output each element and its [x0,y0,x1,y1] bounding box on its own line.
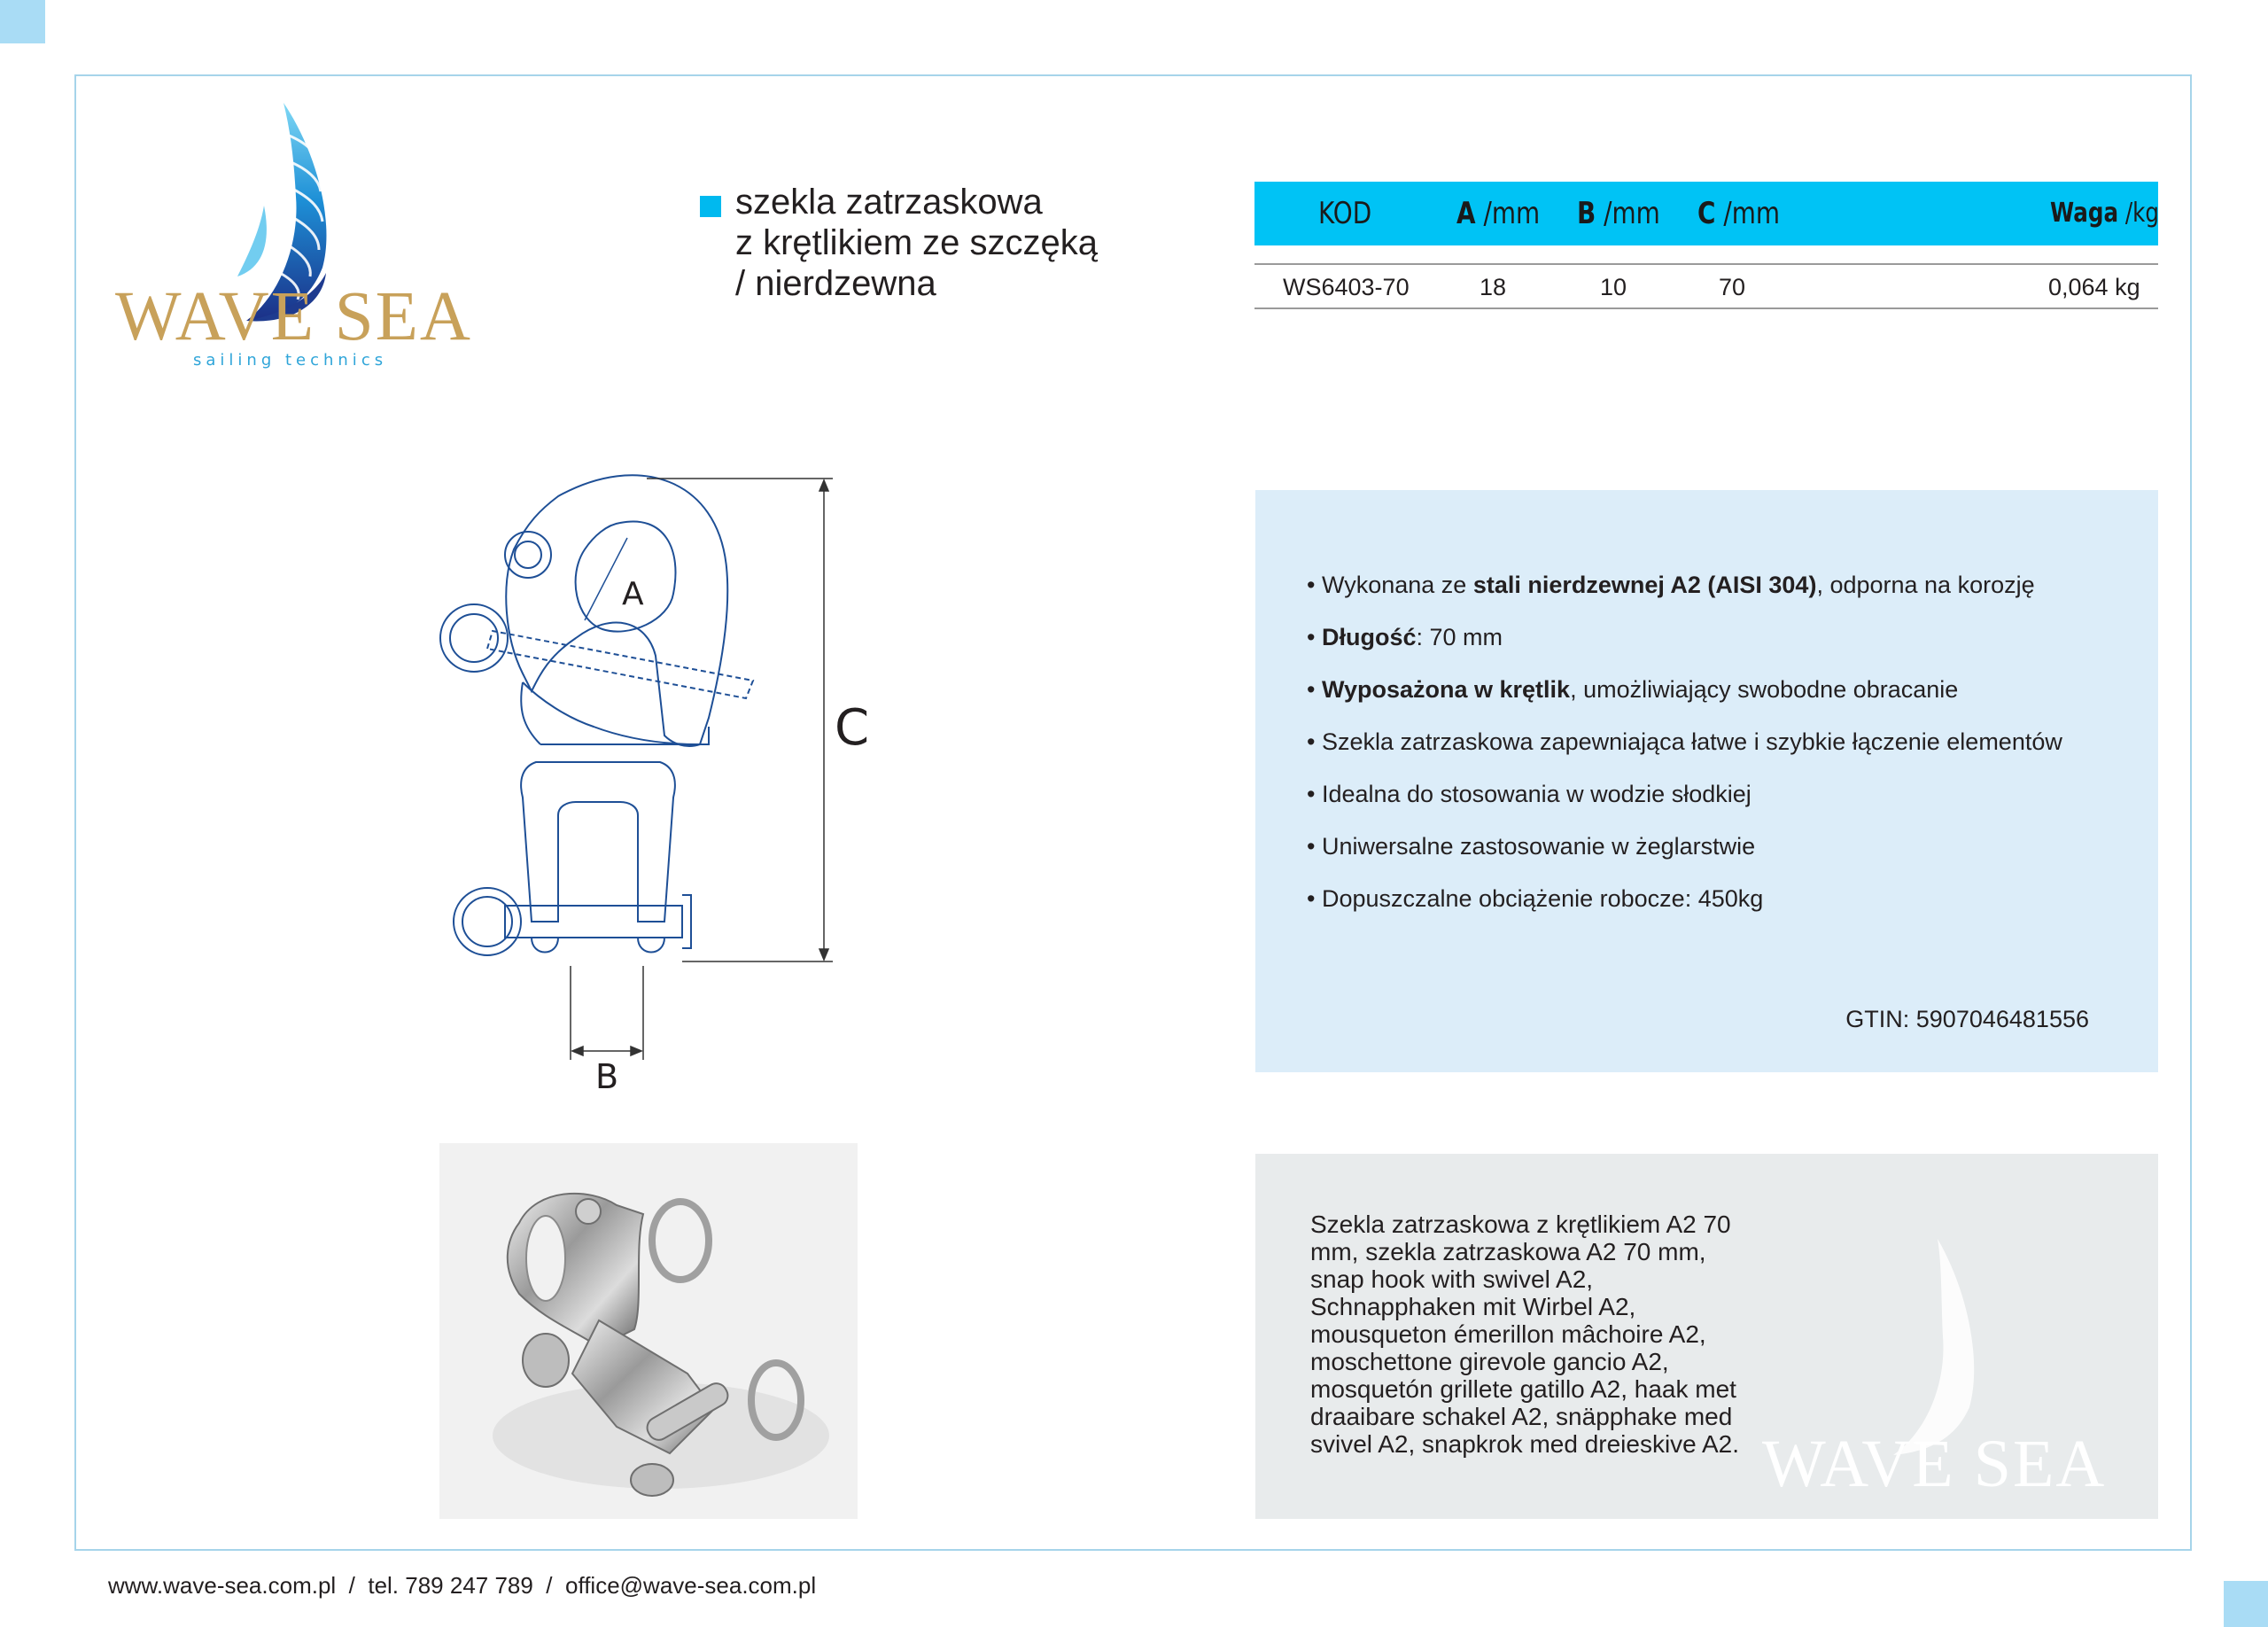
footer-separator: / [546,1572,553,1599]
names-line: Schnapphaken mit Wirbel A2, [1310,1293,1636,1320]
footer-contacts [108,1572,1171,1600]
names-line: draaibare schakel A2, snäpphake med [1310,1403,1733,1430]
technical-drawing [416,461,877,1099]
multilingual-names-text [1310,1211,1789,1458]
logo-tagline: sailing technics [193,351,388,370]
feature-item: • Długość: 70 mm [1307,624,1503,650]
spec-table-rule-top [1254,263,2158,265]
logo-wordmark: WAVE SEA [115,278,472,355]
dimension-label-b: B [595,1057,619,1096]
feature-item: • Szekla zatrzaskowa zapewniająca łatwe i szybkie łączenie elementów [1307,728,2062,755]
header-kod: KOD [1318,196,1372,231]
names-line: mousqueton émerillon mâchoire A2, [1310,1320,1706,1348]
title-marker-square [700,196,721,217]
feature-item: • Wyposażona w krętlik, umożliwiający swobodne obracanie [1307,676,1959,703]
names-line: mm, szekla zatrzaskowa A2 70 mm, [1310,1238,1706,1265]
names-line: svivel A2, snapkrok med dreieskive A2. [1310,1430,1740,1458]
header-c: C /mm [1697,196,1781,231]
features-list [1307,559,2140,925]
feature-item: • Idealna do stosowania w wodzie słodkiej [1307,781,1751,807]
names-line: moschettone girevole gancio A2, [1310,1348,1669,1375]
header-b: B /mm [1577,196,1660,231]
dimension-label-a: A [622,576,644,612]
multilingual-names-panel [1255,1154,2158,1519]
cell-b: 10 [1600,274,1627,300]
features-panel [1255,490,2158,1072]
header-waga: Waga /kg [2050,198,2160,229]
names-line: snap hook with swivel A2, [1310,1265,1594,1293]
cell-c: 70 [1719,274,1746,300]
names-line: Szekla zatrzaskowa z krętlikiem A2 70 [1310,1211,1731,1238]
feature-item: • Dopuszczalne obciążenie robocze: 450kg [1307,885,1764,912]
cell-kod: WS6403-70 [1283,274,1410,300]
watermark-wordmark: WAVE SEA [1762,1427,2107,1501]
product-title [735,182,1231,304]
spec-table [1254,182,2158,311]
names-line: mosquetón grillete gatillo A2, haak met [1310,1375,1736,1403]
footer-email-link[interactable]: office@wave-sea.com.pl [564,1572,817,1599]
cell-a: 18 [1480,274,1507,300]
feature-item: • Wykonana ze stali nierdzewnej A2 (AISI 304), odporna na korozję [1307,572,2035,598]
product-title-line-2: z krętlikiem ze szczęką [735,223,1098,262]
dimension-label-c: C [835,699,870,757]
gtin-code: GTIN: 5907046481556 [1845,1006,2089,1032]
product-photo [439,1143,858,1519]
product-title-line-3: / nierdzewna [735,264,936,303]
footer-website-link[interactable]: www.wave-sea.com.pl [108,1572,337,1599]
cell-waga: 0,064 kg [2048,274,2140,300]
corner-square-top-left [0,0,45,43]
header-a: A /mm [1456,196,1541,231]
spec-table-rule-bottom [1254,307,2158,309]
feature-item: • Uniwersalne zastosowanie w żeglarstwie [1307,833,1756,860]
footer-separator: / [348,1572,355,1599]
corner-square-bottom-right [2224,1581,2268,1627]
footer-phone[interactable]: tel. 789 247 789 [368,1572,533,1599]
product-title-line-1: szekla zatrzaskowa [735,183,1043,222]
